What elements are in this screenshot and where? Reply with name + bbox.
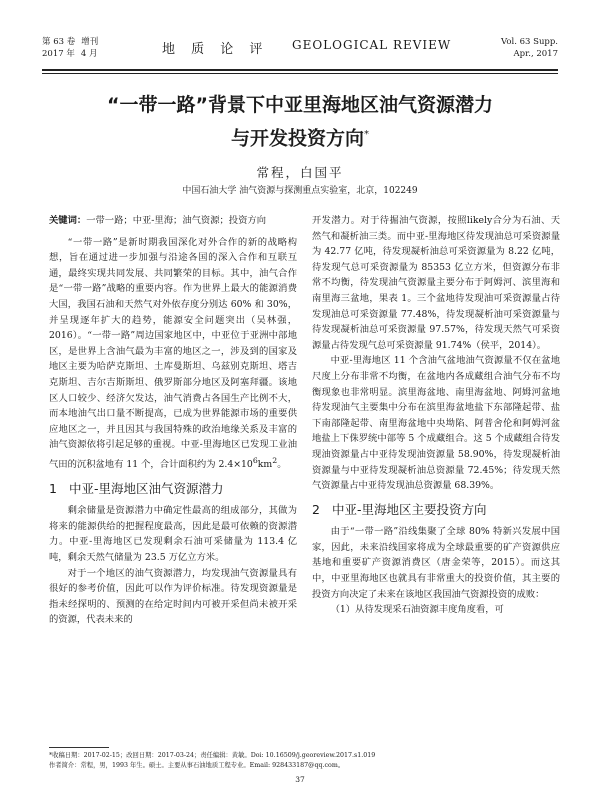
section-1-number: 1: [49, 480, 57, 496]
area-exponent: 6: [252, 455, 258, 465]
left-column: [49, 213, 297, 628]
section-2-heading: [312, 502, 560, 518]
keywords-label: 关键词：: [49, 215, 87, 226]
reserves-paragraph: 剩余储量是资源潜力中确定性最高的组成部分，其做为将来的能源供给的把握程度最高，因此是最可依赖的资源潜力。中亚-里海地区已发现剩余石油可采储量为 113.4 亿吨，剩余天然气储量为 23.5 万亿立方米。: [49, 505, 297, 563]
intro-paragraph: [49, 235, 297, 473]
article-title: [60, 90, 540, 153]
header-rule-thin: [42, 73, 558, 74]
footnotes: [49, 751, 559, 771]
header-supp-cn: 增刊: [81, 37, 99, 47]
keywords-text: 一带一路；中亚-里海；油气资源；投资方向: [86, 215, 266, 226]
header-vol-en: Vol. 63 Supp.: [501, 37, 558, 47]
header-volume-en: [501, 36, 558, 60]
undiscovered-paragraph: 对于一个地区的油气资源潜力，均发现油气资源量具有很好的参考价值，因此可以作为评价标准。待发现资源量是指未经探明的、预测的在给定时间内可被开采但尚未被开采的资源，代表未来的: [49, 567, 297, 626]
investment-paragraph: 由于“一带一路”沿线集聚了全球 80% 特新兴发展中国家，因此，未来沿线国家将成为全球最重要的矿产资源供应基地和重要矿产资源消费区（唐金荣等，2015）。而这其中，中亚里海地区也就具有非常重大的投资价值，其主要的投资方向决定了未来在该地区我国油气资源投资的成败：: [312, 526, 560, 600]
title-line-2-text: 与开发投资方向: [230, 127, 364, 150]
section-2-title: 中亚-里海地区主要投资方向: [332, 501, 487, 517]
author-list: 常程，白国平: [256, 165, 344, 180]
investment-item-1: （1）从待发现采石油资源丰度角度看，可: [330, 604, 504, 616]
section-1-title: 中亚-里海地区油气资源潜力: [69, 480, 224, 496]
author-affiliation: 中国石油大学 油气资源与探测重点实验室，北京，102249: [182, 186, 418, 196]
title-line-2: [60, 120, 540, 153]
title-line-1: “一带一路”背景下中亚里海地区油气资源潜力: [107, 94, 493, 116]
area-unit-exponent: 2: [272, 455, 278, 465]
footnote-author-bio: 作者简介：常程，男，1993 年生。硕士。主要从事石油地质工程专业。Email: 928433187@qq.com。: [49, 762, 345, 769]
section-2-number: 2: [312, 501, 320, 517]
header-year-cn: 2017 年: [42, 49, 75, 59]
header-vol-cn: 第 63 卷: [42, 37, 76, 47]
header-date-en: Apr., 2017: [513, 49, 558, 59]
page-number: 37: [295, 775, 305, 784]
basin-distribution-paragraph: 中亚-里海地区 11 个含油气盆地油气资源量不仅在盆地尺度上分布非常不均衡，在盆地内各成藏组合油气分布不均衡现象也非常明显。滨里海盆地、南里海盆地、阿姆河盆地待发现油气主要集中分布在滨里海盆地盐下东部隆起带、盐下南部隆起带、南里海盆地中央坳陷、阿普舍伦和阿姆河盆地盐上下侏罗统中部等 5 个成藏组合。这 5 个成藏组合待发现油资源量占中亚待发现油资源量 58.90%，待发现凝析油资源量与中亚待发现凝析油总资源量 72.45%；待发现天然气资源量占中亚待发现油总资源量 68.39%。: [312, 355, 560, 492]
running-header: [42, 36, 558, 68]
header-month-cn: 4 月: [80, 49, 98, 59]
footnote-received: *收稿日期：2017-02-15；改回日期：2017-03-24；责任编辑：黄敏。Doi: 10.16509/j.georeview.2017.s1.019: [49, 752, 376, 759]
section-1-heading: [49, 481, 297, 497]
journal-name-cn: 地 质 论 评: [162, 42, 269, 57]
keywords: [49, 213, 297, 229]
header-volume-cn: [42, 36, 104, 60]
right-column: [312, 213, 560, 618]
intro-paragraph-end: 。: [277, 459, 287, 470]
area-unit: km: [257, 459, 273, 470]
title-footnote-mark: *: [364, 129, 369, 140]
footnote-rule: [49, 747, 109, 748]
potential-paragraph: 开发潜力。对于待掘油气资源，按照likely合分为石油、天然气和凝析油三类。而中亚-里海地区待发现油总可采资源量为 42.77 亿吨，待发现凝析油总可采资源量为 8.22 亿吨，待发现气总可采资源量为 85353 亿立方米，但资源分布非常不均衡，待发现油气资源量主要分布于阿姆河、滨里海和南里海三盆地，果表 1。三个盆地待发现油可采资源量占待发现油总可采资源量 77.48%，待发现凝析油可采资源量与待发现凝析油总可采资源量 97.57%，待发现天然气可采资源量占待发现气总可采资源量 91.74%（侯平，2014）。: [312, 215, 560, 351]
intro-paragraph-text: “一带一路”是新时期我国深化对外合作的新的战略构想，旨在通过进一步加强与沿途各国的深入合作和互联互通，最终实现共同发展、共同繁荣的目标。其中，油气合作是“一带一路”战略的重要内容。作为世界上最大的能源消费大国，我国石油和天然气对外依存度分别达 60% 和 30%，并呈现逐年扩大的趋势，能源安全问题突出（吴林强，2016）。“一带一路”周边国家地区中，中亚位于亚洲中部地区，是世界上含油气最为丰富的地区之一，涉及到的国家及地区主要为哈萨克斯坦、土库曼斯坦、乌兹别克斯坦、塔吉克斯坦、吉尔吉斯斯坦、俄罗斯部分地区及阿塞拜疆。该地区人口较少、经济欠发达，油气消费占各国生产比例不大，而本地油气出口量不断提高，已成为世界能源市场的重要供应地区之一，并且因其与我国特殊的政治地缘关系及丰富的油气资源依将引起足够的重视。中亚-里海地区已发现工业油气田的沉积盆地有 11 个，合计面积约为 2.4×10: [49, 236, 297, 470]
header-rule-thick: [42, 69, 558, 71]
journal-name-en: GEOLOGICAL REVIEW: [292, 38, 452, 52]
